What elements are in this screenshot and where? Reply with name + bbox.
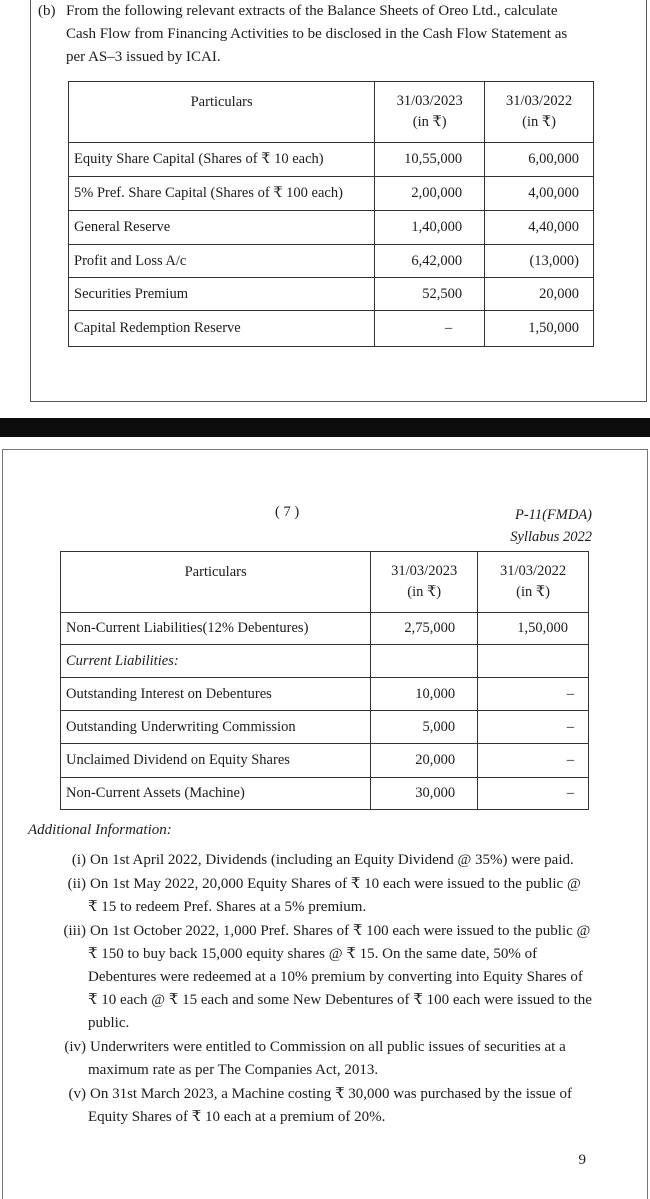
list-item: (v) On 31st March 2023, a Machine costing ₹ 30,000 was purchased by the issue of Equity Shares of ₹ 10 each at a premium of 20%. bbox=[68, 1086, 572, 1125]
table-row: Non-Current Liabilities(12% Debentures) 2,75,000 1,50,000 bbox=[61, 613, 589, 645]
question-text bbox=[38, 0, 598, 69]
balance-sheet-table-2 bbox=[60, 551, 589, 810]
question-line-3: per AS–3 issued by ICAI. bbox=[66, 49, 221, 65]
paper-code bbox=[510, 504, 592, 548]
syllabus-text: Syllabus 2022 bbox=[510, 529, 592, 545]
header-particulars: Particulars bbox=[69, 82, 375, 143]
table-row: Outstanding Underwriting Commission 5,000 – bbox=[61, 711, 589, 744]
list-item: (i) On 1st April 2022, Dividends (including an Equity Dividend @ 35%) were paid. bbox=[71, 852, 574, 868]
balance-sheet-table-1 bbox=[68, 81, 594, 347]
table-row: Unclaimed Dividend on Equity Shares 20,000 – bbox=[61, 744, 589, 778]
table-row: Current Liabilities: bbox=[61, 645, 589, 678]
header-2022: 31/03/2022 (in ₹) bbox=[485, 82, 594, 143]
header-2023: 31/03/2023 (in ₹) bbox=[371, 552, 478, 613]
table-row: Capital Redemption Reserve – 1,50,000 bbox=[69, 311, 594, 347]
table-row: Equity Share Capital (Shares of ₹ 10 each) 10,55,000 6,00,000 bbox=[69, 143, 594, 177]
table-row: Outstanding Interest on Debentures 10,000 – bbox=[61, 678, 589, 711]
question-line-2: Cash Flow from Financing Activities to be disclosed in the Cash Flow Statement as bbox=[66, 26, 568, 42]
table-row: Securities Premium 52,500 20,000 bbox=[69, 278, 594, 311]
additional-info-list bbox=[52, 849, 592, 1130]
page-number: ( 7 ) bbox=[275, 504, 300, 520]
table-row: General Reserve 1,40,000 4,40,000 bbox=[69, 211, 594, 245]
paper-code-text: P-11(FMDA) bbox=[514, 507, 592, 523]
additional-info-heading: Additional Information: bbox=[28, 822, 172, 838]
header-2022: 31/03/2022 (in ₹) bbox=[478, 552, 589, 613]
list-item: (iii) On 1st October 2022, 1,000 Pref. Shares of ₹ 100 each were issued to the public @ ₹ 150 to buy back 15,000 equity shares @ ₹ 15. On the same date, 50% of Debentures were redeemed at a 10% premium by converting into Equity Shares of ₹ 10 each @ ₹ 15 each and some New Debentures of ₹ 100 each were issued to the public. bbox=[63, 923, 592, 1031]
table-header-row bbox=[61, 552, 589, 613]
table-header-row bbox=[69, 82, 594, 143]
table-row: 5% Pref. Share Capital (Shares of ₹ 100 each) 2,00,000 4,00,000 bbox=[69, 177, 594, 211]
page-divider bbox=[0, 418, 650, 437]
page-seven bbox=[0, 437, 650, 1191]
page-top-excerpt bbox=[0, 0, 650, 405]
header-2023: 31/03/2023 (in ₹) bbox=[375, 82, 485, 143]
question-line-1: From the following relevant extracts of the Balance Sheets of Oreo Ltd., calculate bbox=[66, 3, 558, 19]
list-item: (ii) On 1st May 2022, 20,000 Equity Shares of ₹ 10 each were issued to the public @ ₹ 15 to redeem Pref. Shares at a 5% premium. bbox=[67, 876, 581, 915]
marks: 9 bbox=[578, 1152, 586, 1168]
list-item: (iv) Underwriters were entitled to Commission on all public issues of securities at a maximum rate as per The Companies Act, 2013. bbox=[64, 1039, 566, 1078]
table-row: Profit and Loss A/c 6,42,000 (13,000) bbox=[69, 245, 594, 278]
header-particulars: Particulars bbox=[61, 552, 371, 613]
table-row: Non-Current Assets (Machine) 30,000 – bbox=[61, 778, 589, 810]
question-label: (b) bbox=[38, 3, 56, 19]
